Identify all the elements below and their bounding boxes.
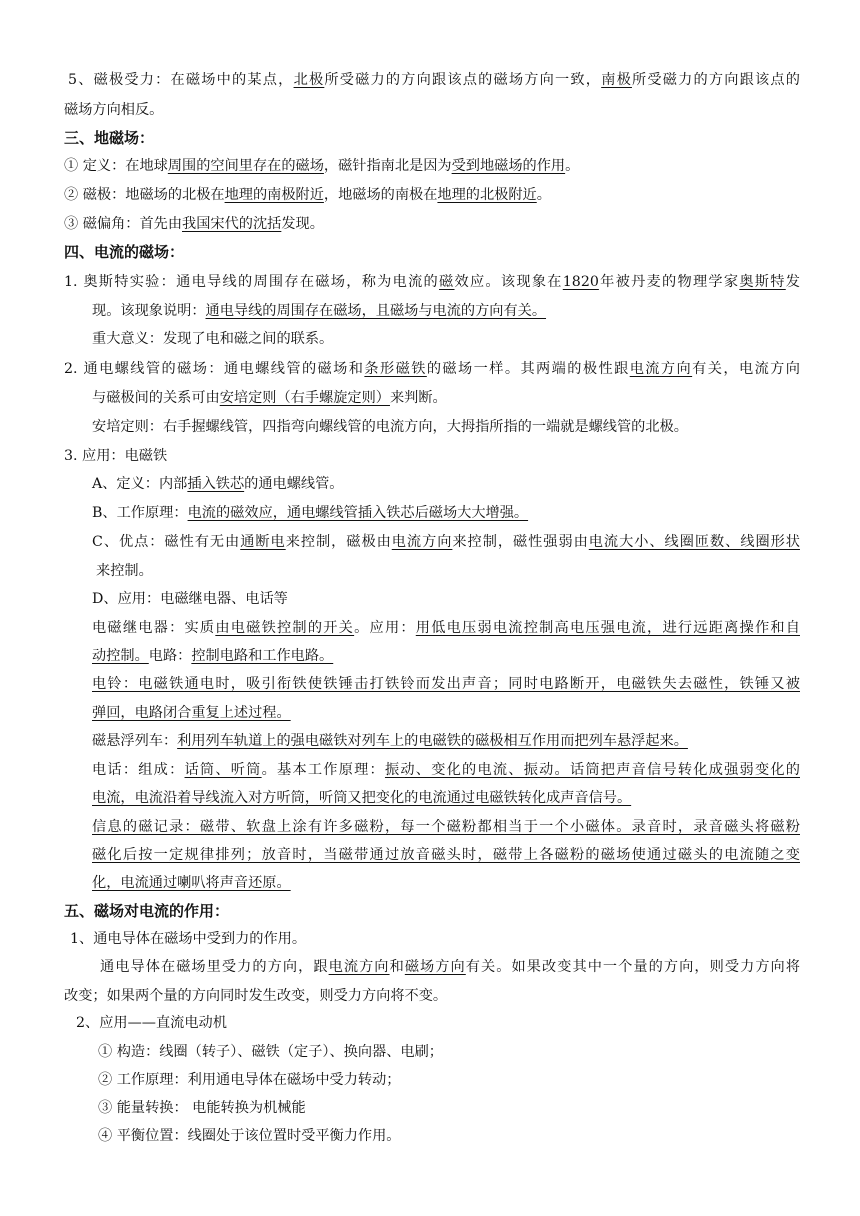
text-run: B、工作原理： — [92, 505, 188, 521]
text-line — [92, 470, 800, 500]
text-run: 安培定则：右手握螺线管，四指弯向螺线管的电流方向，大拇指所指的一端就是螺线管的北极。 — [92, 419, 688, 435]
text-run: 磁场方向相反。 — [64, 102, 164, 118]
section-heading — [64, 238, 800, 268]
text-line — [76, 1009, 800, 1039]
text-run: 2. 通电螺线管的磁场：通电螺线管的磁场和 — [64, 361, 365, 377]
text-line — [92, 528, 800, 558]
text-line — [64, 355, 800, 385]
text-run: 通电导体在磁场里受力的方向，跟 — [100, 959, 329, 975]
underlined-answer: 南极 — [601, 72, 632, 88]
text-run: 。 — [565, 158, 580, 174]
text-run: 的磁场一样。其两端的极性跟 — [426, 361, 630, 377]
text-run: 发 — [785, 274, 800, 290]
text-run: 。 — [536, 187, 551, 203]
text-run: 所受磁力的方向跟该点的 — [631, 72, 800, 88]
text-run: 四、电流的磁场： — [64, 243, 185, 261]
text-line — [64, 268, 800, 298]
text-run: 有关，电流方向 — [692, 361, 800, 377]
underlined-answer: 北极 — [293, 72, 325, 88]
text-run: ② 工作原理：利用通电导体在磁场中受力转动； — [98, 1072, 401, 1088]
text-line — [64, 210, 800, 240]
text-line — [68, 66, 800, 96]
text-line — [92, 499, 800, 529]
underlined-answer: 电流的磁效应，通电螺线管插入铁芯后磁场大大增强。 — [187, 505, 529, 521]
text-run: 现。该现象说明： — [92, 303, 206, 319]
text-line — [92, 699, 800, 729]
underlined-answer: 动控制。 — [92, 648, 149, 664]
underlined-answer: 地理的北极附近 — [437, 187, 537, 203]
text-run: 5、磁极受力：在磁场中的某点， — [68, 72, 294, 88]
underlined-answer: 电流方向 — [328, 959, 390, 975]
underlined-answer: 由电磁铁控制的开关 — [215, 620, 355, 636]
text-line — [92, 756, 800, 786]
underlined-answer: 奥斯特 — [739, 274, 786, 290]
text-run: ④ 平衡位置：线圈处于该位置时受平衡力作用。 — [98, 1128, 401, 1144]
text-run: ，地磁场的南极在 — [323, 187, 438, 203]
text-run: 效应。该现象在 — [454, 274, 563, 290]
text-line — [98, 1066, 800, 1096]
text-run: 磁悬浮列车： — [92, 733, 178, 749]
text-line — [98, 1038, 800, 1068]
text-run: ① 定义：在地球 — [64, 158, 168, 174]
underlined-answer: 电流方向 — [629, 361, 693, 377]
underlined-answer: 用低电压弱电流控制高电压强电流，进行远距离操作和自 — [415, 620, 800, 636]
text-run: 改变；如果两个量的方向同时发生改变，则受力方向将不变。 — [64, 988, 448, 1004]
text-line — [100, 953, 800, 983]
underlined-answer: 通电导线的周围存在磁场，且磁场与电流的方向有关。 — [205, 303, 547, 319]
text-run: 重大意义：发现了电和磁之间的联系。 — [92, 331, 334, 347]
text-line — [70, 925, 800, 955]
text-line — [64, 442, 800, 472]
underlined-answer: 电流，电流沿着导线流入对方听筒，听筒又把变化的电流通过电磁铁转化成声音信号。 — [92, 790, 632, 806]
text-run: 来控制。 — [96, 563, 153, 579]
text-run: ③ 能量转换： 电能转换为机械能 — [98, 1100, 306, 1116]
underlined-answer: 电流方向 — [391, 534, 453, 550]
underlined-answer: 插入铁芯 — [187, 476, 245, 492]
text-run: C、优点：磁性有无由 — [92, 534, 241, 550]
underlined-answer: 条形磁铁 — [364, 361, 427, 377]
text-line — [64, 96, 800, 126]
text-line — [92, 413, 800, 443]
text-run: 有关。如果改变其中一个量的方向，则受力方向将 — [465, 959, 800, 975]
text-line — [98, 1122, 800, 1152]
text-run: 电话：组成： — [92, 762, 185, 778]
underlined-answer: 磁场方向 — [404, 959, 466, 975]
text-run: 所受磁力的方向跟该点的磁场方向一致， — [324, 72, 602, 88]
text-run: 1、通电导体在磁场中受到力的作用。 — [70, 931, 307, 947]
underlined-answer: 磁化后按一定规律排列；放音时，当磁带通过放音磁头时，磁带上各磁粉的磁场使通过磁头的电流随之变 — [92, 847, 800, 863]
underlined-answer: 安培定则（右手螺旋定则） — [219, 390, 390, 406]
underlined-answer: 电流大小、线圈匝数、线圈形状 — [588, 534, 800, 550]
underlined-answer: 控制电路和工作电路。 — [191, 648, 334, 664]
text-run: 来控制，磁极由 — [285, 534, 392, 550]
text-run: 与磁极间的关系可由 — [92, 390, 220, 406]
text-line — [92, 642, 800, 672]
text-run: D、应用：电磁继电器、电话等 — [92, 591, 288, 607]
section-heading — [64, 897, 800, 927]
text-run: 来控制，磁性强弱由 — [452, 534, 589, 550]
underlined-answer: 受到地磁场的作用 — [451, 158, 566, 174]
underlined-answer: 弹回，电路闭合重复上述过程。 — [92, 705, 291, 721]
text-run: 来判断。 — [389, 390, 447, 406]
underlined-answer: 通断电 — [240, 534, 286, 550]
text-run: ① 构造：线圈（转子）、磁铁（定子）、换向器、电刷； — [98, 1044, 443, 1060]
text-line — [64, 982, 800, 1012]
text-run: ③ 磁偏角：首先由 — [64, 216, 183, 232]
text-line — [98, 1094, 800, 1124]
underlined-answer: 周围的空间里存在的磁场 — [167, 158, 324, 174]
section-heading — [64, 124, 800, 154]
text-line — [92, 869, 800, 899]
text-run: 电路： — [148, 648, 192, 664]
underlined-answer: 地理的南极附近 — [224, 187, 324, 203]
underlined-answer: 利用列车轨道上的强电磁铁对列车上的电磁铁的磁极相互作用而把列车悬浮起来。 — [177, 733, 688, 749]
text-run: A、定义：内部 — [92, 476, 188, 492]
underlined-answer: 磁 — [439, 274, 455, 290]
text-line — [92, 841, 800, 871]
underlined-answer: 化，电流通过喇叭将声音还原。 — [92, 875, 291, 891]
underlined-answer: 电铃：电磁铁通电时，吸引衔铁使铁锤击打铁铃而发出声音；同时电路断开，电磁铁失去磁性，铁锤又被 — [92, 676, 800, 692]
text-run: 五、磁场对电流的作用： — [64, 902, 230, 920]
text-run: 。应用： — [354, 620, 416, 636]
text-run: 2、应用——直流电动机 — [76, 1015, 227, 1031]
text-line — [92, 813, 800, 843]
text-line — [92, 614, 800, 644]
text-run: 。基本工作原理： — [261, 762, 385, 778]
text-run: 的通电螺线管。 — [244, 476, 344, 492]
text-line — [92, 297, 800, 327]
text-run: ，磁针指南北是因为 — [323, 158, 452, 174]
text-line — [64, 181, 800, 211]
text-run: 1. 奥斯特实验：通电导线的周围存在磁场，称为电流的 — [64, 274, 440, 290]
underlined-answer: 话筒、听筒 — [184, 762, 262, 778]
underlined-answer: 1820 — [562, 274, 599, 290]
text-line — [92, 585, 800, 615]
text-run: 和 — [389, 959, 405, 975]
text-line — [96, 557, 800, 587]
text-run: ② 磁极：地磁场的北极在 — [64, 187, 225, 203]
text-line — [92, 784, 800, 814]
text-run: 年被丹麦的物理学家 — [598, 274, 740, 290]
text-run: 三、地磁场： — [64, 129, 155, 147]
text-run: 3. 应用：电磁铁 — [64, 448, 168, 464]
text-line — [64, 152, 800, 182]
underlined-answer: 我国宋代的沈括 — [182, 216, 282, 232]
text-line — [92, 325, 800, 355]
text-line — [92, 670, 800, 700]
text-run: 电磁继电器：实质 — [92, 620, 216, 636]
text-line — [92, 384, 800, 414]
underlined-answer: 信息的磁记录：磁带、软盘上涂有许多磁粉，每一个磁粉都相当于一个小磁体。录音时，录音磁头将磁粉 — [92, 819, 800, 835]
text-line — [92, 727, 800, 757]
text-run: 发现。 — [281, 216, 324, 232]
underlined-answer: 振动、变化的电流、振动。话筒把声音信号转化成强弱变化的 — [384, 762, 800, 778]
